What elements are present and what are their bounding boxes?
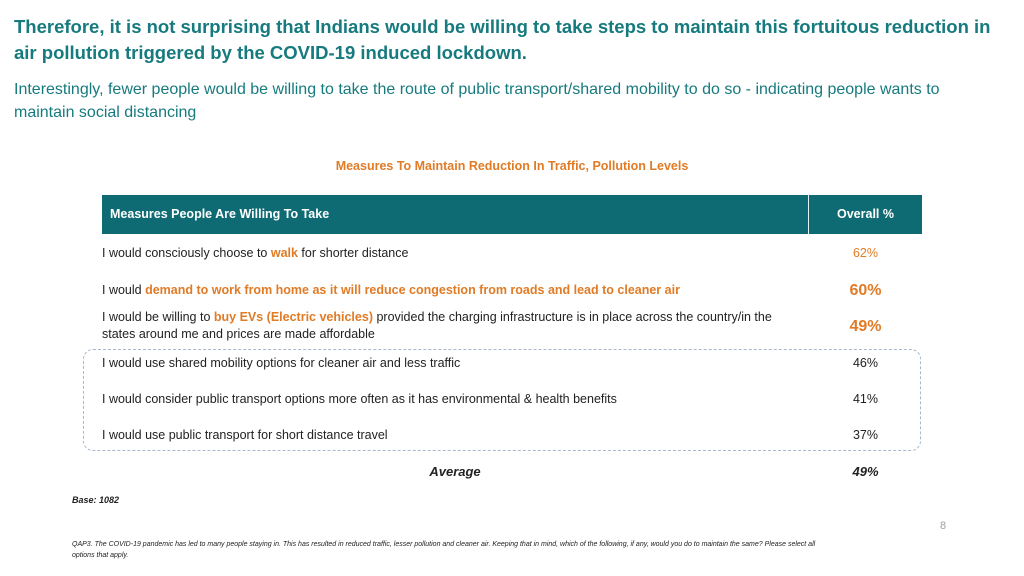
slide-headline: Therefore, it is not surprising that Indians would be willing to take steps to maintain this fortuitous reduction in air pollution triggered by the COVID-19 induced lockdown. <box>14 16 991 63</box>
table-title: Measures To Maintain Reduction In Traffic, Pollution Levels <box>335 159 689 173</box>
page-number: 8 <box>940 520 947 532</box>
row-label: I would use shared mobility options for cleaner air and less traffic <box>102 356 461 370</box>
average-label: Average <box>429 464 481 479</box>
row-label: I would consider public transport options more often as it has environmental & health benefits <box>102 392 617 406</box>
table-row <box>102 391 922 409</box>
row-label: I would be willing to buy EVs (Electric vehicles) provided the charging infrastructure is in place across the country/in the states around me and prices are made affordable <box>102 310 772 341</box>
table-row <box>102 281 922 301</box>
base-note: Base: 1082 <box>72 495 120 505</box>
question-footnote: QAP3. The COVID-19 pandemic has led to many people staying in. This has resulted in reduced traffic, lesser pollution and cleaner air. Keeping that in mind, which of the following, if any, would you do to maintain the same? Please select all options that apply. <box>72 541 816 559</box>
slide-subline: Interestingly, fewer people would be willing to take the route of public transport/shared mobility to do so - indicating people wants to maintain social distancing <box>14 81 940 121</box>
row-value: 46% <box>852 356 879 370</box>
table-row <box>102 245 922 263</box>
header-overall: Overall % <box>837 207 894 221</box>
row-value: 41% <box>852 392 879 406</box>
header-measures: Measures People Are Willing To Take <box>110 207 330 221</box>
row-value: 60% <box>849 282 882 299</box>
table-row <box>102 355 922 373</box>
average-value: 49% <box>852 464 879 479</box>
row-label: I would consciously choose to walk for shorter distance <box>102 246 409 260</box>
row-label: I would demand to work from home as it will reduce congestion from roads and lead to cleaner air <box>102 283 680 297</box>
table-row <box>102 309 922 345</box>
row-value: 37% <box>852 428 879 442</box>
row-value: 49% <box>849 318 882 335</box>
row-value: 62% <box>852 246 879 260</box>
table-row <box>102 427 922 445</box>
table-header <box>102 195 922 234</box>
row-label: I would use public transport for short distance travel <box>102 428 388 442</box>
